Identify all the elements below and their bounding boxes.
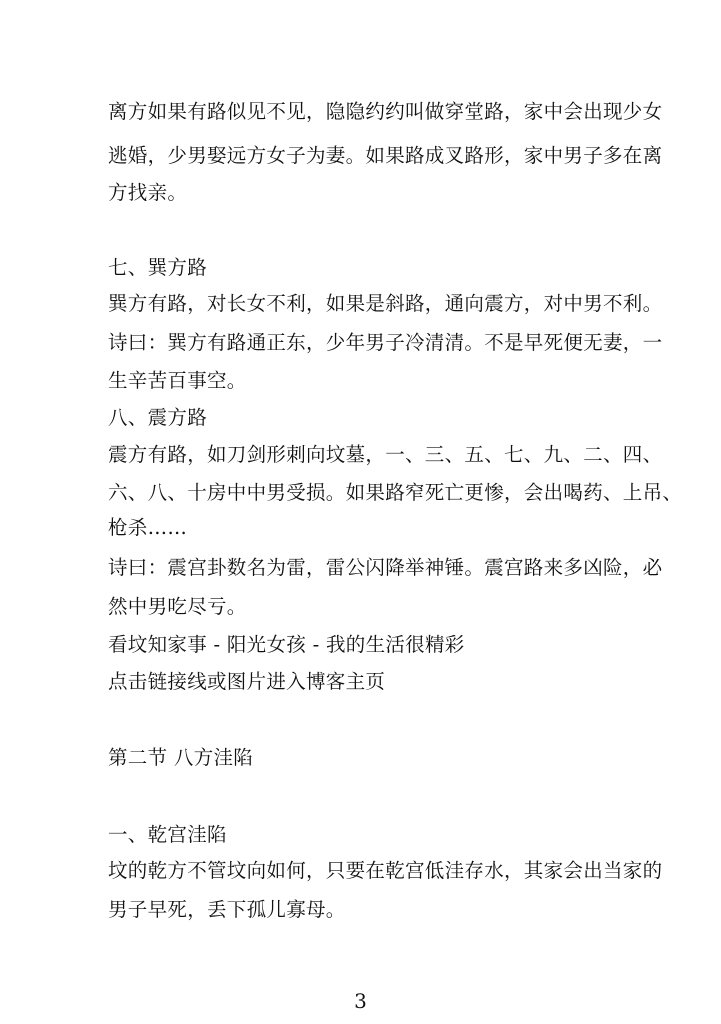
text-line: 枪杀…… <box>108 516 188 539</box>
page-number: 3 <box>354 989 367 1013</box>
chapter-heading: 第二节 八方洼陷 <box>108 746 254 769</box>
blog-link-hint: 点击链接线或图片进入博客主页 <box>108 670 386 693</box>
text-line: 方找亲。 <box>108 181 188 204</box>
text-line: 然中男吃尽亏。 <box>108 595 247 618</box>
text-line: 诗曰：震宫卦数名为雷，雷公闪降举神锤。震宫路来多凶险，必 <box>108 556 663 579</box>
section-heading: 一、乾宫洼陷 <box>108 823 227 846</box>
text-line: 离方如果有路似见不见，隐隐约约叫做穿堂路，家中会出现少女 <box>108 100 663 123</box>
text-line: 逃婚，少男娶远方女子为妻。如果路成叉路形，家中男子多在离 <box>108 144 663 167</box>
text-line: 生辛苦百事空。 <box>108 369 247 392</box>
text-line: 坟的乾方不管坟向如何，只要在乾宫低洼存水，其家会出当家的 <box>108 859 663 882</box>
blog-title-line: 看坟知家事 - 阳光女孩 - 我的生活很精彩 <box>108 633 465 656</box>
text-line: 震方有路，如刀剑形刺向坟墓，一、三、五、七、九、二、四、 <box>108 443 663 466</box>
text-line: 诗曰：巽方有路通正东，少年男子冷清清。不是早死便无妻，一 <box>108 331 663 354</box>
text-line: 巽方有路，对长女不利，如果是斜路，通向震方，对中男不利。 <box>108 292 663 315</box>
section-heading: 七、巽方路 <box>108 256 208 279</box>
text-line: 六、八、十房中中男受损。如果路窄死亡更惨，会出喝药、上吊、 <box>108 481 683 504</box>
text-line: 男子早死，丢下孤儿寡母。 <box>108 898 346 921</box>
section-heading: 八、震方路 <box>108 406 208 429</box>
